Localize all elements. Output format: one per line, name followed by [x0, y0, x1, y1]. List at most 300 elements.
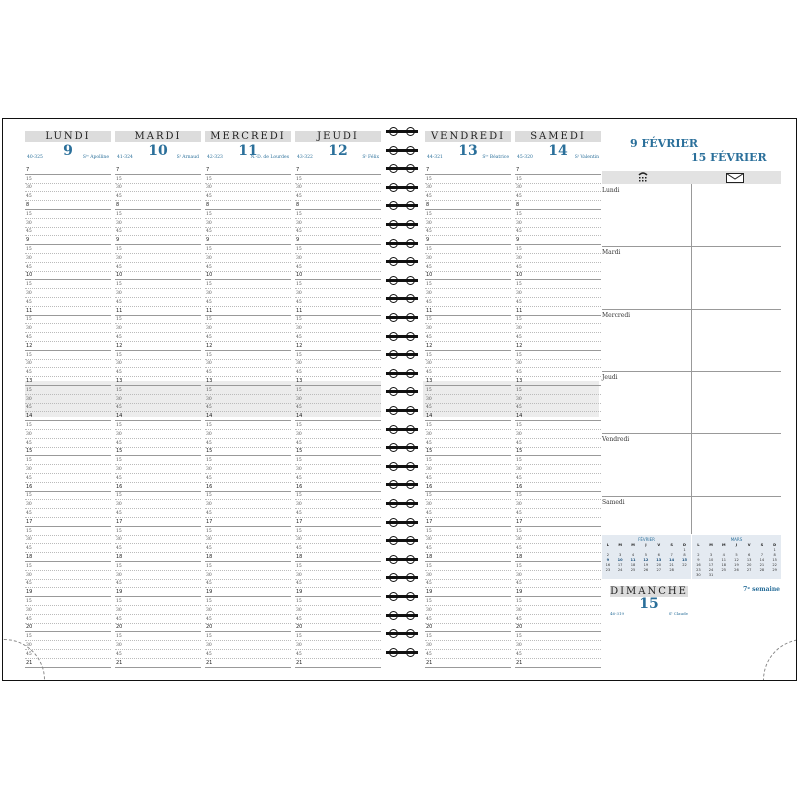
quarter-row[interactable]	[295, 641, 381, 650]
calendar-day[interactable]: 21	[759, 562, 765, 567]
calendar-day[interactable]: 7	[760, 552, 764, 557]
quarter-row[interactable]	[205, 456, 291, 465]
hour-row[interactable]	[295, 588, 381, 597]
quarter-row[interactable]	[205, 404, 291, 413]
quarter-row[interactable]	[425, 615, 511, 624]
quarter-row[interactable]	[115, 263, 201, 272]
hour-row[interactable]	[515, 518, 601, 527]
calendar-day[interactable]: 1	[683, 547, 686, 552]
quarter-row[interactable]	[115, 544, 201, 553]
quarter-row[interactable]	[295, 324, 381, 333]
quarter-row[interactable]	[115, 650, 201, 659]
quarter-row[interactable]	[115, 606, 201, 615]
quarter-row[interactable]	[515, 404, 601, 413]
quarter-row[interactable]	[25, 324, 111, 333]
quarter-row[interactable]	[25, 509, 111, 518]
quarter-row[interactable]	[115, 580, 201, 589]
quarter-row[interactable]	[515, 219, 601, 228]
hour-row[interactable]	[25, 236, 111, 245]
quarter-row[interactable]	[515, 562, 601, 571]
calendar-day[interactable]: 2	[606, 552, 610, 557]
quarter-row[interactable]	[25, 544, 111, 553]
calendar-day[interactable]: 3	[619, 552, 622, 557]
calendar-day[interactable]: 22	[772, 562, 777, 567]
quarter-row[interactable]	[295, 465, 381, 474]
quarter-row[interactable]	[115, 615, 201, 624]
calendar-day[interactable]: 11	[630, 557, 636, 562]
calendar-day[interactable]: 21	[669, 562, 674, 567]
quarter-row[interactable]	[295, 500, 381, 509]
hour-row[interactable]	[425, 272, 511, 281]
quarter-row[interactable]	[425, 351, 511, 360]
hour-row[interactable]	[295, 342, 381, 351]
hour-row[interactable]	[115, 272, 201, 281]
calendar-day[interactable]: 17	[708, 562, 714, 567]
calendar-day[interactable]	[768, 572, 781, 577]
quarter-row[interactable]	[25, 580, 111, 589]
quarter-row[interactable]	[115, 316, 201, 325]
hour-row[interactable]	[295, 166, 381, 175]
hour-row[interactable]	[425, 588, 511, 597]
quarter-row[interactable]	[425, 650, 511, 659]
quarter-row[interactable]	[295, 632, 381, 641]
hour-row[interactable]	[425, 377, 511, 386]
quarter-row[interactable]	[25, 219, 111, 228]
quarter-row[interactable]	[205, 597, 291, 606]
quarter-row[interactable]	[425, 175, 511, 184]
calendar-day[interactable]	[678, 567, 691, 572]
hour-row[interactable]	[515, 448, 601, 457]
quarter-row[interactable]	[25, 562, 111, 571]
quarter-row[interactable]	[515, 351, 601, 360]
quarter-row[interactable]	[25, 316, 111, 325]
hour-row[interactable]	[515, 201, 601, 210]
calendar-day[interactable]: 24	[708, 567, 714, 572]
calendar-day[interactable]: 4	[722, 552, 725, 557]
hour-row[interactable]	[25, 588, 111, 597]
quarter-row[interactable]	[295, 298, 381, 307]
quarter-row[interactable]	[25, 527, 111, 536]
hour-row[interactable]	[115, 624, 201, 633]
hour-row[interactable]	[295, 483, 381, 492]
calendar-day[interactable]: 9	[697, 557, 700, 562]
quarter-row[interactable]	[205, 368, 291, 377]
calendar-day[interactable]: 5	[735, 552, 738, 557]
quarter-row[interactable]	[515, 544, 601, 553]
quarter-row[interactable]	[425, 360, 511, 369]
hour-row[interactable]	[295, 377, 381, 386]
quarter-row[interactable]	[115, 632, 201, 641]
quarter-row[interactable]	[295, 615, 381, 624]
hour-row[interactable]	[25, 201, 111, 210]
quarter-row[interactable]	[515, 509, 601, 518]
quarter-row[interactable]	[115, 175, 201, 184]
quarter-row[interactable]	[25, 492, 111, 501]
calendar-day[interactable]: 29	[772, 567, 777, 572]
quarter-row[interactable]	[425, 456, 511, 465]
quarter-row[interactable]	[515, 395, 601, 404]
quarter-row[interactable]	[295, 316, 381, 325]
quarter-row[interactable]	[115, 184, 201, 193]
quarter-row[interactable]	[25, 606, 111, 615]
quarter-row[interactable]	[115, 360, 201, 369]
quarter-row[interactable]	[25, 456, 111, 465]
hour-row[interactable]	[515, 166, 601, 175]
quarter-row[interactable]	[205, 175, 291, 184]
calendar-day[interactable]: 30	[696, 572, 701, 577]
quarter-row[interactable]	[515, 456, 601, 465]
hour-row[interactable]	[425, 659, 511, 668]
calendar-day[interactable]: 6	[748, 552, 751, 557]
quarter-row[interactable]	[205, 509, 291, 518]
hour-row[interactable]	[295, 201, 381, 210]
quarter-row[interactable]	[115, 386, 201, 395]
quarter-row[interactable]	[295, 333, 381, 342]
quarter-row[interactable]	[115, 562, 201, 571]
quarter-row[interactable]	[515, 245, 601, 254]
quarter-row[interactable]	[205, 632, 291, 641]
quarter-row[interactable]	[205, 465, 291, 474]
calendar-day[interactable]: 23	[605, 567, 611, 572]
quarter-row[interactable]	[205, 580, 291, 589]
calendar-day[interactable]: 14	[669, 557, 675, 562]
quarter-row[interactable]	[115, 254, 201, 263]
hour-row[interactable]	[115, 412, 201, 421]
quarter-row[interactable]	[425, 316, 511, 325]
quarter-row[interactable]	[425, 228, 511, 237]
hour-row[interactable]	[295, 659, 381, 668]
calendar-day[interactable]	[743, 572, 756, 577]
quarter-row[interactable]	[425, 404, 511, 413]
calendar-day[interactable]	[730, 572, 743, 577]
quarter-row[interactable]	[295, 492, 381, 501]
hour-row[interactable]	[25, 307, 111, 316]
quarter-row[interactable]	[205, 324, 291, 333]
hour-row[interactable]	[425, 166, 511, 175]
quarter-row[interactable]	[205, 606, 291, 615]
quarter-row[interactable]	[205, 500, 291, 509]
quarter-row[interactable]	[205, 571, 291, 580]
quarter-row[interactable]	[205, 430, 291, 439]
quarter-row[interactable]	[425, 263, 511, 272]
quarter-row[interactable]	[115, 474, 201, 483]
calendar-day[interactable]: 28	[669, 567, 674, 572]
quarter-row[interactable]	[515, 527, 601, 536]
quarter-row[interactable]	[205, 351, 291, 360]
hour-row[interactable]	[295, 272, 381, 281]
hour-row[interactable]	[25, 624, 111, 633]
calendar-day[interactable]: 26	[643, 567, 649, 572]
quarter-row[interactable]	[425, 210, 511, 219]
quarter-row[interactable]	[25, 395, 111, 404]
quarter-row[interactable]	[515, 316, 601, 325]
quarter-row[interactable]	[295, 597, 381, 606]
calendar-day[interactable]: 18	[630, 562, 636, 567]
quarter-row[interactable]	[205, 386, 291, 395]
quarter-row[interactable]	[295, 527, 381, 536]
quarter-row[interactable]	[115, 439, 201, 448]
quarter-row[interactable]	[205, 395, 291, 404]
quarter-row[interactable]	[205, 210, 291, 219]
hour-row[interactable]	[295, 448, 381, 457]
quarter-row[interactable]	[25, 500, 111, 509]
quarter-row[interactable]	[295, 562, 381, 571]
hour-row[interactable]	[25, 377, 111, 386]
hour-row[interactable]	[25, 483, 111, 492]
calendar-day[interactable]: 23	[696, 567, 701, 572]
calendar-day[interactable]: 10	[708, 557, 714, 562]
quarter-row[interactable]	[115, 527, 201, 536]
hour-row[interactable]	[205, 236, 291, 245]
quarter-row[interactable]	[205, 421, 291, 430]
quarter-row[interactable]	[425, 465, 511, 474]
quarter-row[interactable]	[25, 571, 111, 580]
quarter-row[interactable]	[295, 430, 381, 439]
quarter-row[interactable]	[295, 650, 381, 659]
calendar-day[interactable]: 6	[657, 552, 660, 557]
quarter-row[interactable]	[515, 571, 601, 580]
hour-row[interactable]	[295, 624, 381, 633]
calendar-day[interactable]: 19	[734, 562, 739, 567]
quarter-row[interactable]	[425, 597, 511, 606]
quarter-row[interactable]	[515, 536, 601, 545]
hour-row[interactable]	[25, 166, 111, 175]
quarter-row[interactable]	[115, 430, 201, 439]
quarter-row[interactable]	[515, 474, 601, 483]
calendar-day[interactable]: 28	[759, 567, 765, 572]
hour-row[interactable]	[425, 518, 511, 527]
quarter-row[interactable]	[115, 641, 201, 650]
quarter-row[interactable]	[425, 474, 511, 483]
hour-row[interactable]	[115, 236, 201, 245]
hour-row[interactable]	[115, 518, 201, 527]
quarter-row[interactable]	[425, 527, 511, 536]
quarter-row[interactable]	[515, 368, 601, 377]
quarter-row[interactable]	[115, 192, 201, 201]
hour-row[interactable]	[295, 518, 381, 527]
quarter-row[interactable]	[425, 430, 511, 439]
quarter-row[interactable]	[25, 254, 111, 263]
quarter-row[interactable]	[515, 289, 601, 298]
quarter-row[interactable]	[115, 536, 201, 545]
quarter-row[interactable]	[425, 289, 511, 298]
hour-row[interactable]	[515, 588, 601, 597]
quarter-row[interactable]	[115, 368, 201, 377]
quarter-row[interactable]	[515, 632, 601, 641]
hour-row[interactable]	[515, 236, 601, 245]
hour-row[interactable]	[25, 553, 111, 562]
quarter-row[interactable]	[205, 192, 291, 201]
calendar-day[interactable]: 15	[682, 557, 688, 562]
quarter-row[interactable]	[295, 509, 381, 518]
quarter-row[interactable]	[425, 544, 511, 553]
hour-row[interactable]	[205, 483, 291, 492]
quarter-row[interactable]	[25, 333, 111, 342]
quarter-row[interactable]	[425, 421, 511, 430]
calendar-day[interactable]: 2	[697, 552, 700, 557]
quarter-row[interactable]	[425, 606, 511, 615]
calendar-day[interactable]: 16	[605, 562, 611, 567]
quarter-row[interactable]	[515, 430, 601, 439]
quarter-row[interactable]	[25, 184, 111, 193]
calendar-day[interactable]: 3	[709, 552, 713, 557]
quarter-row[interactable]	[295, 544, 381, 553]
quarter-row[interactable]	[115, 228, 201, 237]
quarter-row[interactable]	[295, 395, 381, 404]
quarter-row[interactable]	[115, 298, 201, 307]
calendar-day[interactable]: 9	[606, 557, 610, 562]
hour-row[interactable]	[515, 659, 601, 668]
quarter-row[interactable]	[115, 500, 201, 509]
quarter-row[interactable]	[25, 280, 111, 289]
quarter-row[interactable]	[115, 333, 201, 342]
quarter-row[interactable]	[295, 474, 381, 483]
quarter-row[interactable]	[25, 228, 111, 237]
hour-row[interactable]	[515, 624, 601, 633]
quarter-row[interactable]	[295, 360, 381, 369]
hour-row[interactable]	[25, 342, 111, 351]
quarter-row[interactable]	[515, 324, 601, 333]
hour-row[interactable]	[425, 412, 511, 421]
hour-row[interactable]	[115, 448, 201, 457]
quarter-row[interactable]	[295, 280, 381, 289]
calendar-day[interactable]: 31	[708, 572, 714, 577]
calendar-day[interactable]: 1	[773, 547, 776, 552]
quarter-row[interactable]	[205, 492, 291, 501]
quarter-row[interactable]	[425, 536, 511, 545]
quarter-row[interactable]	[115, 324, 201, 333]
quarter-row[interactable]	[515, 650, 601, 659]
hour-row[interactable]	[295, 553, 381, 562]
quarter-row[interactable]	[515, 263, 601, 272]
quarter-row[interactable]	[115, 210, 201, 219]
quarter-row[interactable]	[515, 333, 601, 342]
calendar-day[interactable]: 4	[631, 552, 635, 557]
quarter-row[interactable]	[295, 254, 381, 263]
quarter-row[interactable]	[515, 228, 601, 237]
quarter-row[interactable]	[295, 536, 381, 545]
hour-row[interactable]	[425, 236, 511, 245]
quarter-row[interactable]	[115, 571, 201, 580]
quarter-row[interactable]	[25, 404, 111, 413]
hour-row[interactable]	[205, 624, 291, 633]
quarter-row[interactable]	[515, 597, 601, 606]
quarter-row[interactable]	[425, 571, 511, 580]
quarter-row[interactable]	[425, 509, 511, 518]
quarter-row[interactable]	[295, 351, 381, 360]
hour-row[interactable]	[115, 307, 201, 316]
quarter-row[interactable]	[425, 219, 511, 228]
quarter-row[interactable]	[25, 536, 111, 545]
calendar-day[interactable]: 11	[721, 557, 727, 562]
quarter-row[interactable]	[25, 421, 111, 430]
quarter-row[interactable]	[425, 184, 511, 193]
hour-row[interactable]	[205, 659, 291, 668]
quarter-row[interactable]	[515, 580, 601, 589]
quarter-row[interactable]	[205, 298, 291, 307]
quarter-row[interactable]	[205, 536, 291, 545]
quarter-row[interactable]	[25, 351, 111, 360]
hour-row[interactable]	[115, 342, 201, 351]
quarter-row[interactable]	[295, 210, 381, 219]
hour-row[interactable]	[25, 518, 111, 527]
quarter-row[interactable]	[25, 597, 111, 606]
quarter-row[interactable]	[115, 280, 201, 289]
quarter-row[interactable]	[25, 263, 111, 272]
quarter-row[interactable]	[115, 395, 201, 404]
quarter-row[interactable]	[425, 492, 511, 501]
hour-row[interactable]	[425, 307, 511, 316]
quarter-row[interactable]	[515, 492, 601, 501]
quarter-row[interactable]	[25, 368, 111, 377]
quarter-row[interactable]	[515, 386, 601, 395]
quarter-row[interactable]	[25, 386, 111, 395]
quarter-row[interactable]	[205, 254, 291, 263]
hour-row[interactable]	[205, 448, 291, 457]
quarter-row[interactable]	[25, 175, 111, 184]
quarter-row[interactable]	[25, 192, 111, 201]
quarter-row[interactable]	[515, 298, 601, 307]
calendar-day[interactable]: 22	[682, 562, 687, 567]
quarter-row[interactable]	[25, 289, 111, 298]
quarter-row[interactable]	[515, 439, 601, 448]
hour-row[interactable]	[425, 201, 511, 210]
quarter-row[interactable]	[205, 527, 291, 536]
hour-row[interactable]	[205, 201, 291, 210]
quarter-row[interactable]	[25, 439, 111, 448]
quarter-row[interactable]	[205, 219, 291, 228]
calendar-day[interactable]: 8	[773, 552, 776, 557]
quarter-row[interactable]	[115, 456, 201, 465]
quarter-row[interactable]	[515, 210, 601, 219]
quarter-row[interactable]	[295, 184, 381, 193]
hour-row[interactable]	[425, 448, 511, 457]
hour-row[interactable]	[115, 588, 201, 597]
calendar-day[interactable]: 12	[643, 557, 649, 562]
quarter-row[interactable]	[295, 263, 381, 272]
quarter-row[interactable]	[425, 632, 511, 641]
quarter-row[interactable]	[205, 439, 291, 448]
hour-row[interactable]	[205, 412, 291, 421]
quarter-row[interactable]	[425, 254, 511, 263]
quarter-row[interactable]	[295, 606, 381, 615]
quarter-row[interactable]	[515, 641, 601, 650]
calendar-day[interactable]	[756, 572, 769, 577]
hour-row[interactable]	[115, 553, 201, 562]
hour-row[interactable]	[115, 166, 201, 175]
quarter-row[interactable]	[115, 219, 201, 228]
hour-row[interactable]	[25, 272, 111, 281]
hour-row[interactable]	[515, 307, 601, 316]
quarter-row[interactable]	[205, 263, 291, 272]
hour-row[interactable]	[515, 553, 601, 562]
quarter-row[interactable]	[115, 421, 201, 430]
hour-row[interactable]	[205, 272, 291, 281]
quarter-row[interactable]	[295, 386, 381, 395]
quarter-row[interactable]	[515, 421, 601, 430]
hour-row[interactable]	[515, 412, 601, 421]
hour-row[interactable]	[205, 342, 291, 351]
calendar-day[interactable]: 26	[734, 567, 739, 572]
quarter-row[interactable]	[295, 439, 381, 448]
hour-row[interactable]	[425, 624, 511, 633]
hour-row[interactable]	[205, 377, 291, 386]
quarter-row[interactable]	[425, 368, 511, 377]
quarter-row[interactable]	[295, 289, 381, 298]
quarter-row[interactable]	[295, 571, 381, 580]
quarter-row[interactable]	[205, 562, 291, 571]
quarter-row[interactable]	[25, 430, 111, 439]
